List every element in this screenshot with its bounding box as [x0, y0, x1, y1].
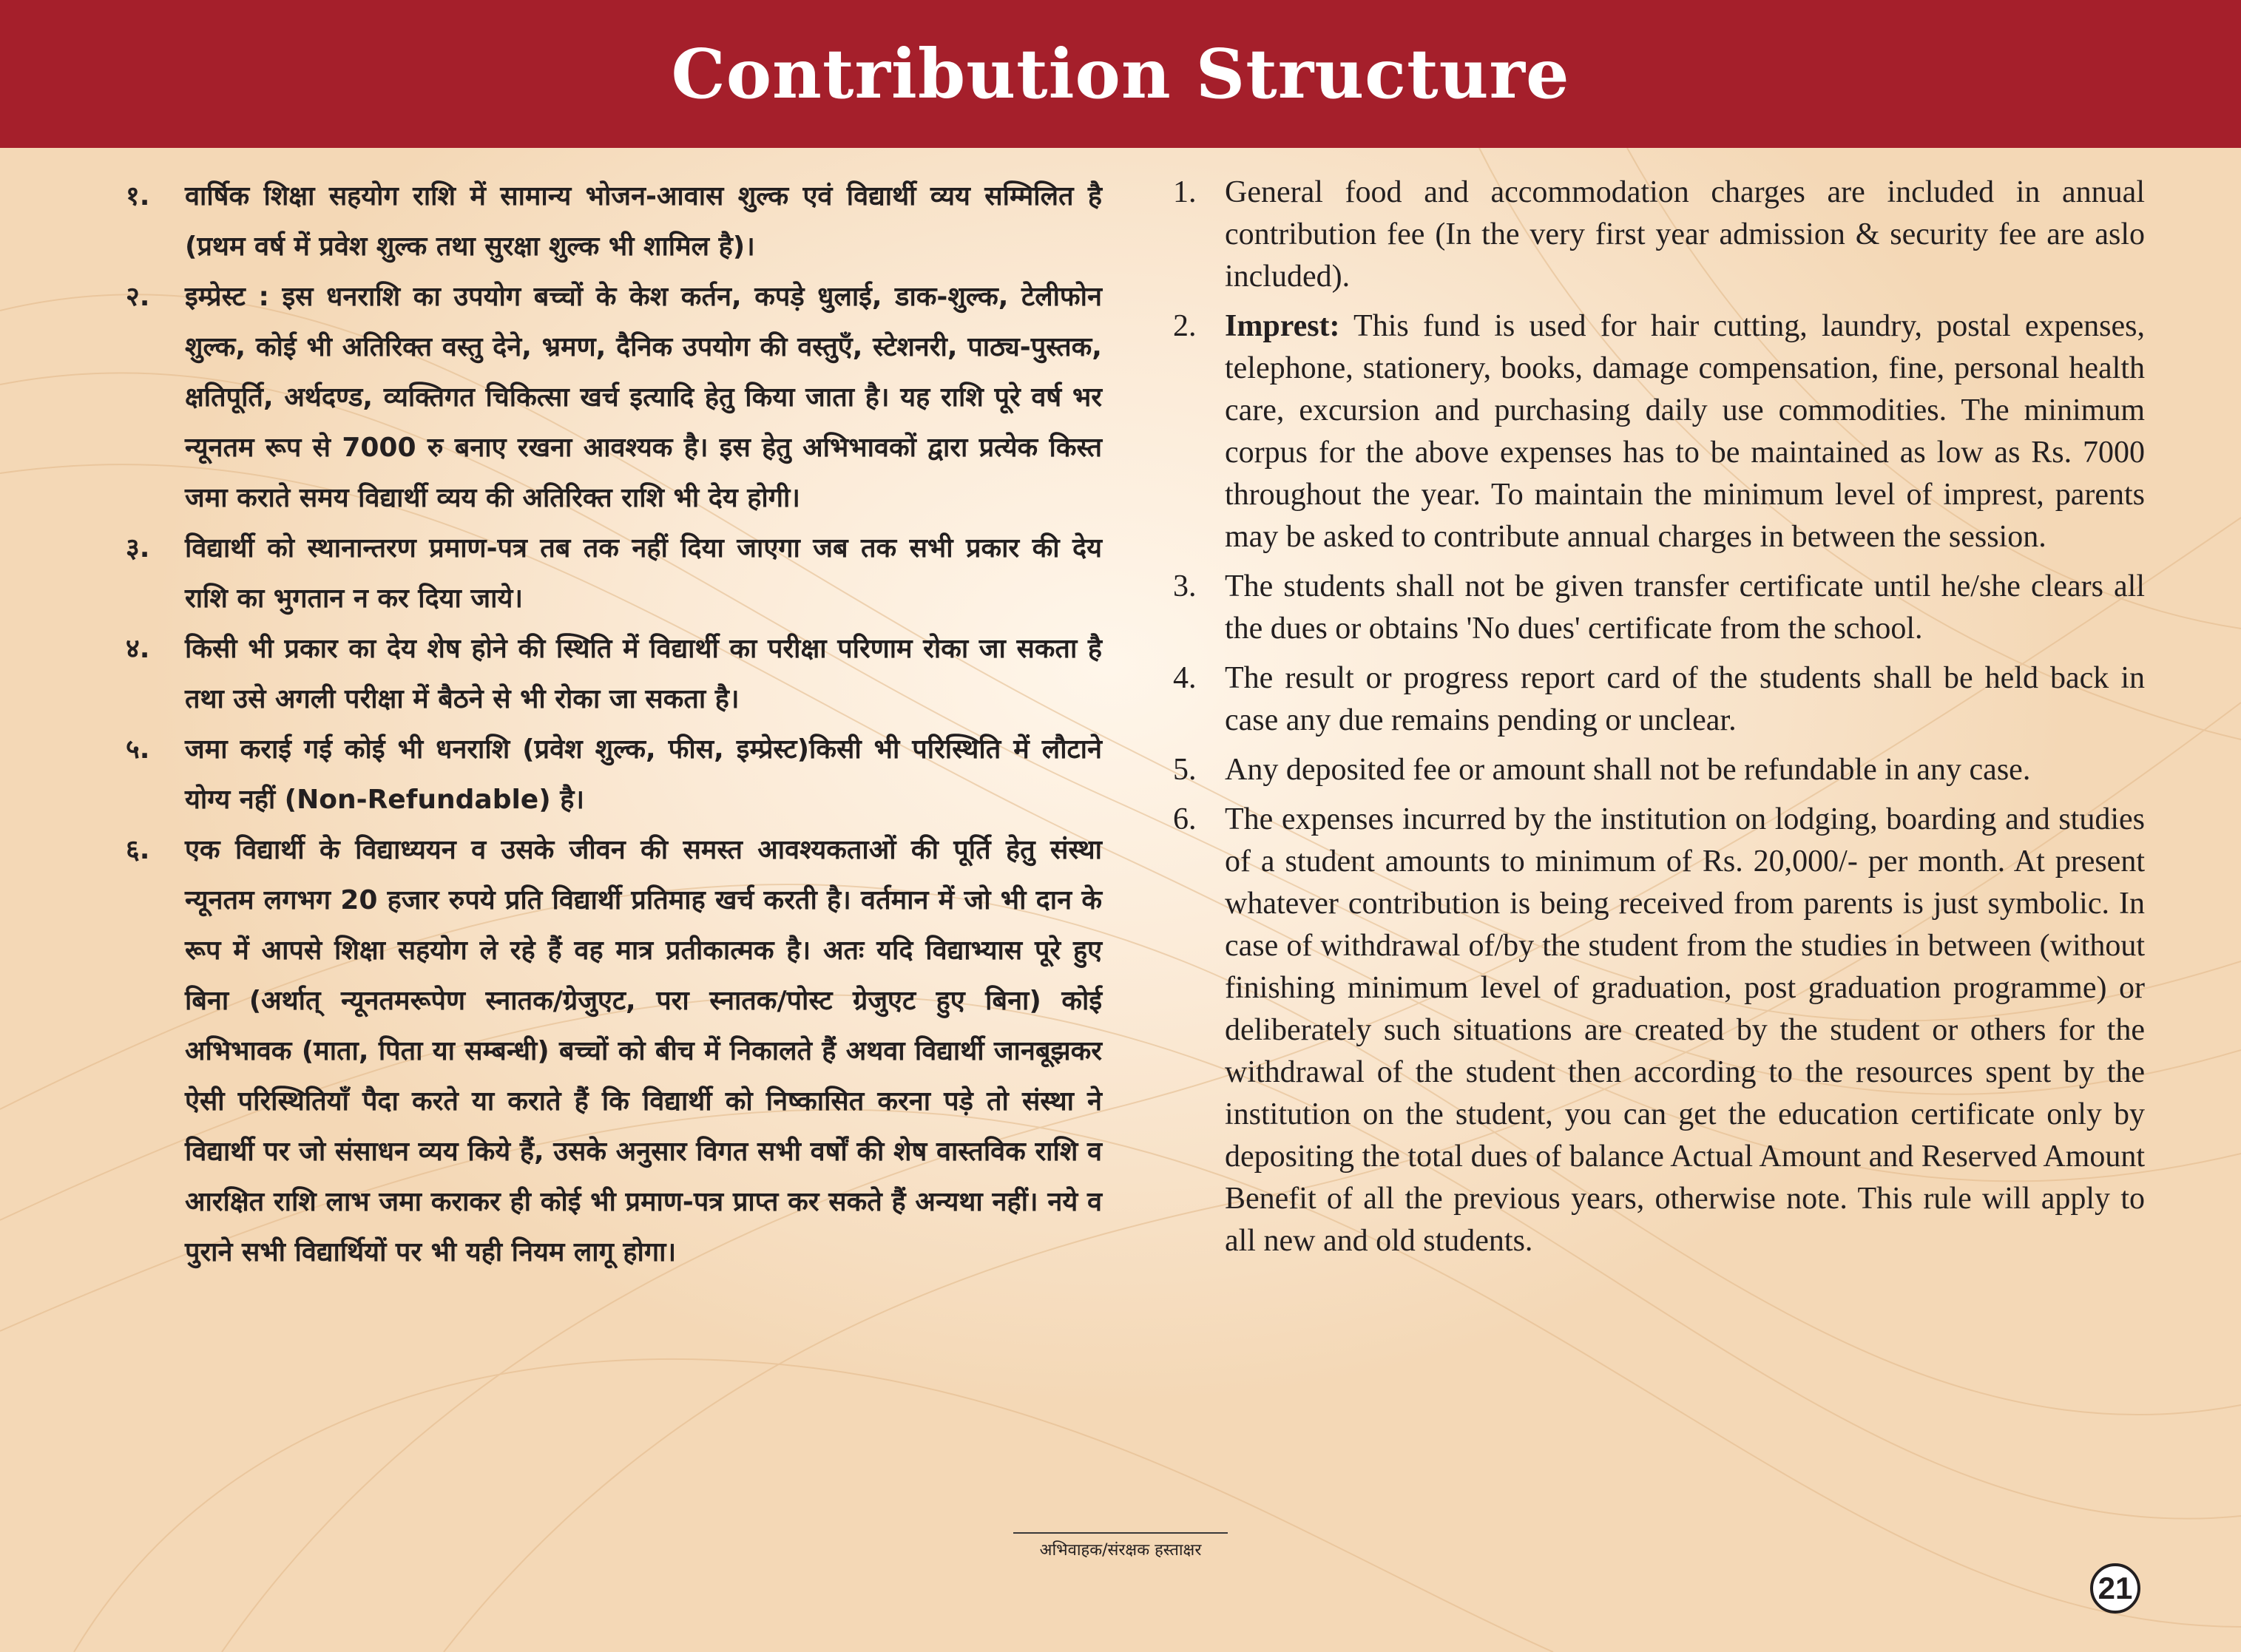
item-body: Any deposited fee or amount shall not be refundable in any case. — [1225, 753, 2031, 787]
item-number: ६. — [126, 835, 150, 865]
item-text: किसी भी प्रकार का देय शेष होने की स्थिति में विद्यार्थी का परीक्षा परिणाम रोका जा सकता है तथा उसे अगली परीक्षा में बैठने से भी रोका जा सकता है। — [185, 634, 1102, 714]
item-number: 2. — [1173, 309, 1197, 343]
page-title: Contribution Structure — [671, 34, 1570, 114]
list-item — [1173, 657, 2145, 742]
english-column — [1173, 172, 2145, 1270]
item-number: १. — [126, 181, 150, 211]
hindi-column — [126, 172, 1102, 1278]
item-number: ४. — [126, 634, 150, 664]
list-item — [126, 272, 1102, 524]
list-item — [126, 624, 1102, 725]
item-text — [1225, 172, 2145, 298]
item-number: 1. — [1173, 175, 1197, 209]
item-number: 3. — [1173, 569, 1197, 603]
item-number: 6. — [1173, 802, 1197, 836]
hindi-rules-list — [126, 172, 1102, 1278]
item-number: ३. — [126, 533, 150, 563]
item-number: २. — [126, 282, 150, 312]
list-item — [1173, 799, 2145, 1262]
item-text: जमा कराई गई कोई भी धनराशि (प्रवेश शुल्क, फीस, इम्प्रेस्ट)किसी भी परिस्थिति में लौटाने योग्य नहीं (Non-Refundable) है। — [185, 734, 1102, 815]
item-number: ५. — [126, 734, 150, 765]
item-text: इम्प्रेस्ट : इस धनराशि का उपयोग बच्चों के केश कर्तन, कपड़े धुलाई, डाक-शुल्क, टेलीफोन शुल्क, कोई भी अतिरिक्त वस्तु देने, भ्रमण, दैनिक उपयोग की वस्तुएँ, स्टेशनरी, पाठ्य-पुस्तक, क्षतिपूर्ति, अर्थदण्ड, व्यक्तिगत चिकित्सा खर्च इत्यादि हेतु किया जाता है। यह राशि पूरे वर्ष भर न्यूनतम रूप से 7000 रु बनाए रखना आवश्यक है। इस हेतु अभिभावकों द्वारा प्रत्येक किस्त जमा कराते समय विद्यार्थी व्यय की अतिरिक्त राशि भी देय होगी। — [185, 282, 1102, 513]
item-text — [1225, 657, 2145, 742]
item-text: वार्षिक शिक्षा सहयोग राशि में सामान्य भोजन-आवास शुल्क एवं विद्यार्थी व्यय सम्मिलित है (प्रथम वर्ष में प्रवेश शुल्क तथा सुरक्षा शुल्क भी शामिल है)। — [185, 181, 1102, 262]
item-lead: Imprest: — [1225, 309, 1340, 343]
item-text: विद्यार्थी को स्थानान्तरण प्रमाण-पत्र तब तक नहीं दिया जाएगा जब तक सभी प्रकार की देय राशि का भुगतान न कर दिया जाये। — [185, 533, 1102, 614]
item-number: 4. — [1173, 661, 1197, 695]
page-header — [0, 0, 2241, 148]
item-text: एक विद्यार्थी के विद्याध्ययन व उसके जीवन की समस्त आवश्यकताओं की पूर्ति हेतु संस्था न्यूनतम लगभग 20 हजार रुपये प्रति विद्यार्थी प्रतिमाह खर्च करती है। वर्तमान में जो भी दान के रूप में आपसे शिक्षा सहयोग ले रहे हैं वह मात्र प्रतीकात्मक है। अतः यदि विद्याभ्यास पूरे हुए बिना (अर्थात् न्यूनतमरूपेण स्नातक/ग्रेजुएट, परा स्नातक/पोस्ट ग्रेजुएट हुए बिना) कोई अभिभावक (माता, पिता या सम्बन्धी) बच्चों को बीच में निकालते हैं अथवा विद्यार्थी जानबूझकर ऐसी परिस्थितियाँ पैदा करते या कराते हैं कि विद्यार्थी को निष्कासित करना पड़े तो संस्था ने विद्यार्थी पर जो संसाधन व्यय किये हैं, उसके अनुसार विगत सभी वर्षों की शेष वास्तविक राशि व आरक्षित राशि लाभ जमा कराकर ही कोई भी प्रमाण-पत्र प्राप्त कर सकते हैं अन्यथा नहीं। नये व पुराने सभी विद्यार्थियों पर भी यही नियम लागू होगा। — [185, 835, 1102, 1267]
guardian-signature-label: अभिवाहक/संरक्षक हस्ताक्षर — [1013, 1532, 1228, 1560]
item-number: 5. — [1173, 753, 1197, 787]
list-item — [126, 825, 1102, 1278]
page-number: 21 — [2090, 1563, 2140, 1614]
list-item — [1173, 566, 2145, 650]
list-item — [126, 524, 1102, 624]
list-item — [1173, 172, 2145, 298]
list-item — [1173, 305, 2145, 558]
item-text — [1225, 799, 2145, 1262]
item-body: The result or progress report card of the students shall be held back in case any due remains pending or unclear. — [1225, 661, 2145, 737]
list-item — [126, 725, 1102, 825]
item-text — [1225, 749, 2145, 791]
item-body: This fund is used for hair cutting, laundry, postal expenses, telephone, stationery, books, damage compensation, fine, personal health care, excursion and purchasing daily use commodities. The minimum corpus for the above expenses has to be maintained as low as Rs. 7000 throughout the year. To maintain the minimum level of imprest, parents may be asked to contribute annual charges in between the session. — [1225, 309, 2145, 554]
item-text — [1225, 305, 2145, 558]
english-rules-list — [1173, 172, 2145, 1262]
list-item — [126, 172, 1102, 272]
item-body: The students shall not be given transfer certificate until he/she clears all the dues or obtains 'No dues' certificate from the school. — [1225, 569, 2145, 646]
item-body: General food and accommodation charges are included in annual contribution fee (In the very first year admission & security fee are aslo included). — [1225, 175, 2145, 294]
list-item — [1173, 749, 2145, 791]
item-text — [1225, 566, 2145, 650]
item-body: The expenses incurred by the institution on lodging, boarding and studies of a student amounts to minimum of Rs. 20,000/- per month. At present whatever contribution is being received from parents is just symbolic. In case of withdrawal of/by the student from the studies in between (without finishing minimum level of graduation, post graduation programme) or deliberately such situations are created by the student or others for the withdrawal of the student then according to the resources spent by the institution on the student, you can get the education certificate only by depositing the total dues of balance Actual Amount and Reserved Amount Benefit of all the previous years, otherwise note. This rule will apply to all new and old students. — [1225, 802, 2145, 1258]
